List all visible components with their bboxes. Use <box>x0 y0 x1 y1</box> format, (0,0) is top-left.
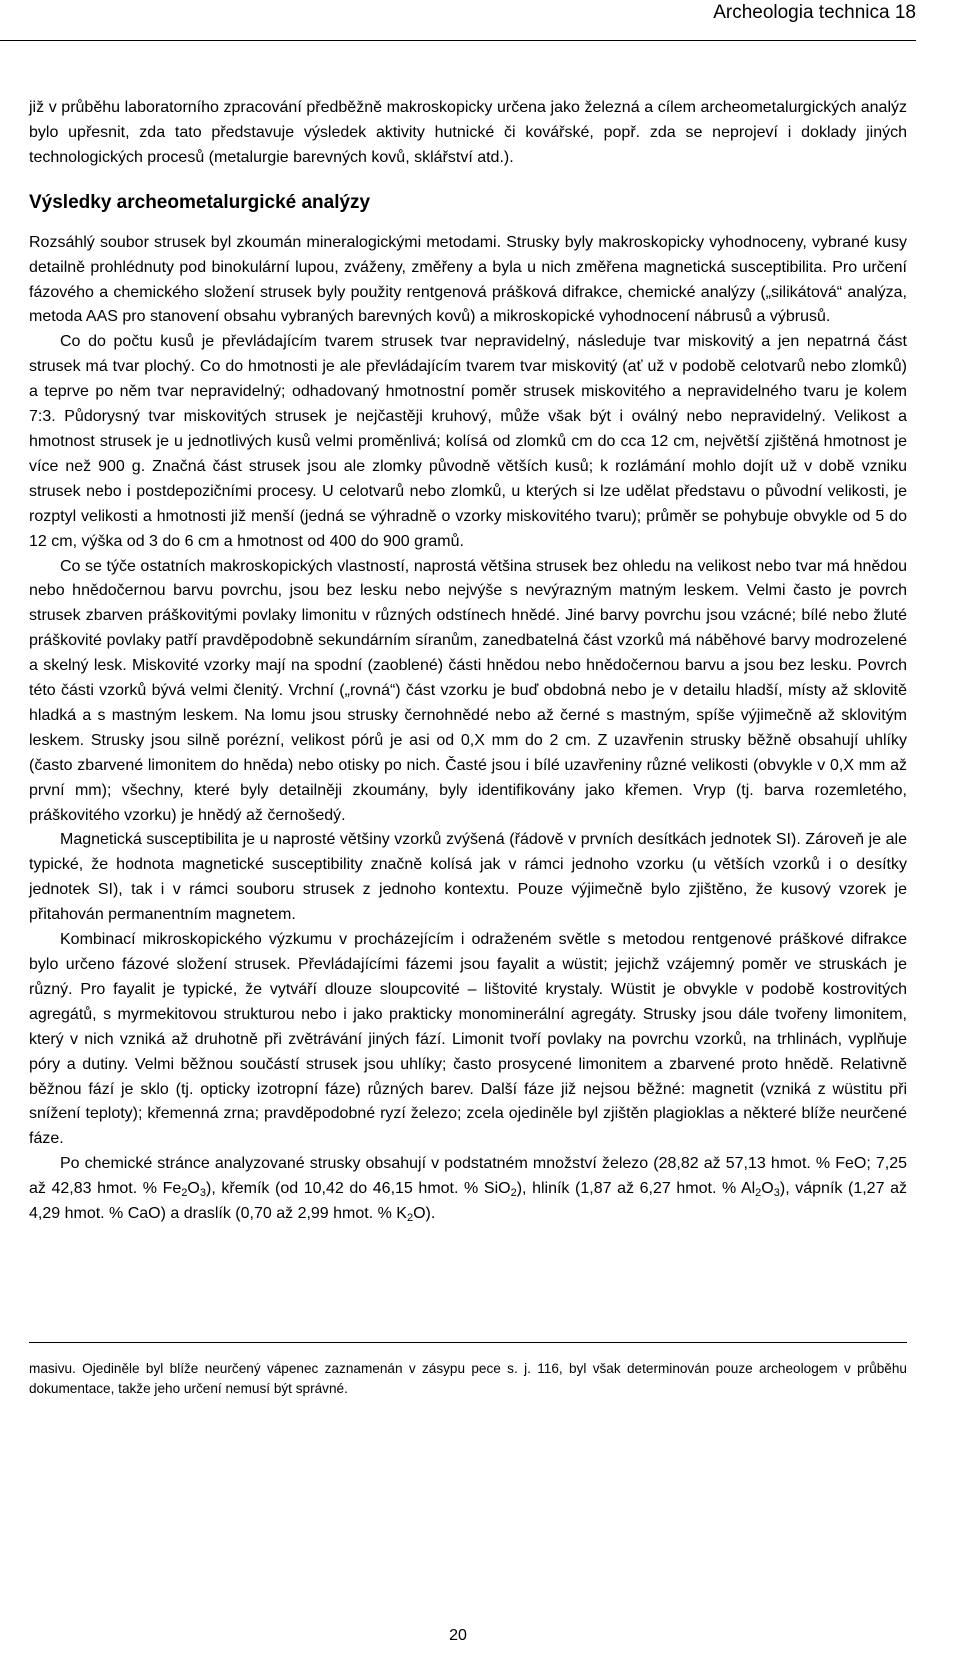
paragraph-shape: Co do počtu kusů je převládajícím tvarem strusek tvar nepravidelný, následuje tvar miskovitý a jen nepatrná část strusek má tvar plochý. Co do hmotnosti je ale převládajícím tvarem tvar miskovitý (ať už v podobě celotvarů nebo zlomků) a teprve po něm tvar nepravidelný; odhadovaný hmotnostní poměr strusek miskovitého a nepravidelného tvaru je kolem 7:3. Půdorysný tvar miskovitých strusek je nejčastěji kruhový, může však být i oválný nebo nepravidelný. Velikost a hmotnost strusek je u jednotlivých kusů velmi proměnlivá; kolísá od zlomků cm do cca 12 cm, největší zjištěná hmotnost je více než 900 g. Značná část strusek jsou ale zlomky původně větších kusů; k rozlámání mohlo dojít už v době vzniku strusek nebo i postdepozičními procesy. U celotvarů nebo zlomků, u kterých si lze udělat představu o původní velikosti, je rozptyl velikosti a hmotnosti již menší (jedná se výhradně o vzorky miskovitého tvaru); průměr se pohybuje obvykle od 5 do 12 cm, výška od 3 do 6 cm a hmotnost od 400 do 900 gramů. <box>29 333 907 550</box>
subscript: 2 <box>181 1187 188 1200</box>
paragraph-methods: Rozsáhlý soubor strusek byl zkoumán mineralogickými metodami. Strusky byly makroskopicky vyhodnoceny, vybrané kusy detailně prohlédnuty pod binokulární lupou, zváženy, změřeny a byla u nich změřena magnetická susceptibilita. Pro určení fázového a chemického složení strusek byly použity rentgenová prášková difrakce, chemické analýzy („silikátová“ analýza, metoda AAS pro stanovení obsahu vybraných barevných kovů) a mikroskopické vyhodnocení nábrusů a výbrusů. <box>29 233 907 326</box>
paragraph-chemistry <box>29 1152 907 1227</box>
footnote-divider <box>29 1342 907 1343</box>
chem-text-f: ), vápník (1,27 až 4,29 hmot. % CaO) a draslík (0,70 až 2,99 hmot. % K <box>29 1180 907 1223</box>
chem-text-a: Po chemické stránce analyzované strusky obsahují v podstatném množství železo (28,82 až 57,13 hmot. % FeO; 7,25 až 42,83 hmot. % Fe <box>29 1155 907 1198</box>
chem-text-d: ), hliník (1,87 až 6,27 hmot. % Al <box>516 1180 756 1198</box>
subscript: 2 <box>406 1212 414 1225</box>
journal-title: Archeologia technica 18 <box>713 2 916 23</box>
section-heading: Výsledky archeometalurgické analýzy <box>29 191 371 213</box>
footnote: masivu. Ojediněle byl blíže neurčený vápenec zaznamenán v zásypu pece s. j. 116, byl však determinován pouze archeologem v průběhu dokumentace, takže jeho určení nemusí být správné. <box>29 1361 907 1396</box>
chem-text-b: O <box>187 1180 200 1198</box>
intro-paragraph: již v průběhu laboratorního zpracování předběžně makroskopicky určena jako železná a cílem archeometalurgických analýz bylo upřesnit, zda tato představuje výsledek aktivity hutnické či kovářské, popř. zda se neprojeví i doklady jiných technologických procesů (metalurgie barevných kovů, sklářství atd.). <box>29 99 907 166</box>
running-header <box>0 0 916 41</box>
subscript: 2 <box>755 1187 762 1200</box>
paragraph-magnetic: Magnetická susceptibilita je u naprosté většiny vzorků zvýšená (řádově v prvních desítkách jednotek SI). Zároveň je ale typické, že hodnota magnetické susceptibility značně kolísá jak v rámci jednoho vzorku (u větších vzorků i o desítky jednotek SI), tak i v rámci souboru strusek z jednoho kontextu. Pouze výjimečně bylo zjištěno, že kusový vzorek je přitahován permanentním magnetem. <box>29 831 907 924</box>
page-number: 20 <box>449 1627 467 1644</box>
paragraph-macroscopic: Co se týče ostatních makroskopických vlastností, naprostá většina strusek bez ohledu na velikost nebo tvar má hnědou nebo hnědočernou barvu povrchu, jsou bez lesku nebo nejvýše s nevýrazným matným leskem. Velmi často je povrch strusek zbarven práškovitými povlaky limonitu v různých odstínech hnědé. Jiné barvy povrchu jsou vzácné; bílé nebo žluté práškovité povlaky patří pravděpodobně sekundárním síranům, zanedbatelná část vzorků má náběhové barvy modrozelené a skelný lesk. Miskovité vzorky mají na spodní (zaoblené) části hnědou nebo hnědočernou barvu a jsou bez lesku. Povrch této části vzorků bývá velmi členitý. Vrchní („rovná“) část vzorku je buď obdobná nebo je v detailu hladší, místy až sklovitě hladká a s mastným leskem. Na lomu jsou strusky černohnědé nebo až černé s mastným, spíše výjimečně až sklovitým leskem. Strusky jsou silně porézní, velikost pórů je asi od 0,X mm do 2 cm. Z uzavřenin strusky běžně obsahují uhlíky (často zbarvené limonitem do hněda) nebo otisky po nich. Časté jsou i bílé uzavřeniny různé velikosti (obvykle v 0,X mm až první mm); všechny, které byly detailněji zkoumány, byly identifikovány jako křemen. Vryp (tj. barva rozemletého, práškovitého vzorku) je hnědý až černošedý. <box>29 557 907 824</box>
paragraph-phases: Kombinací mikroskopického výzkumu v procházejícím i odraženém světle s metodou rentgenové práškové difrakce bylo určeno fázové složení strusek. Převládajícími fázemi jsou fayalit a wüstit; jejichž vzájemný poměr ve struskách je různý. Pro fayalit je typické, že vytváří dlouze sloupcovité – lištovité krystaly. Wüstit je obvykle v podobě kostrovitých agregátů, s myrmekitovou strukturou nebo i jako prakticky monominerální agregáty. Strusky jsou dále tvořeny limonitem, který v nich vzniká až druhotně při zvětrávání jiných fází. Limonit tvoří povlaky na povrchu vzorků, na trhlinách, vyplňuje póry a dutiny. Velmi běžnou součástí strusek jsou uhlíky; často prosycené limonitem a zbarvené proto hnědě. Relativně běžnou fází je sklo (tj. opticky izotropní fáze) různých barev. Další fáze již nejsou běžné: magnetit (vzniká z wüstitu při snížení teploty); křemenná zrna; pravděpodobné ryzí železo; zcela ojediněle byl zjištěn plagioklas a některé blíže neurčené fáze. <box>29 931 907 1148</box>
article-body <box>29 96 907 1227</box>
subscript: 3 <box>199 1187 206 1200</box>
subscript: 2 <box>510 1187 517 1200</box>
chem-text-c: ), křemík (od 10,42 do 46,15 hmot. % SiO <box>206 1180 511 1198</box>
chem-text-g: O). <box>413 1205 436 1223</box>
chem-text-e: O <box>761 1180 774 1198</box>
subscript: 3 <box>773 1187 780 1200</box>
